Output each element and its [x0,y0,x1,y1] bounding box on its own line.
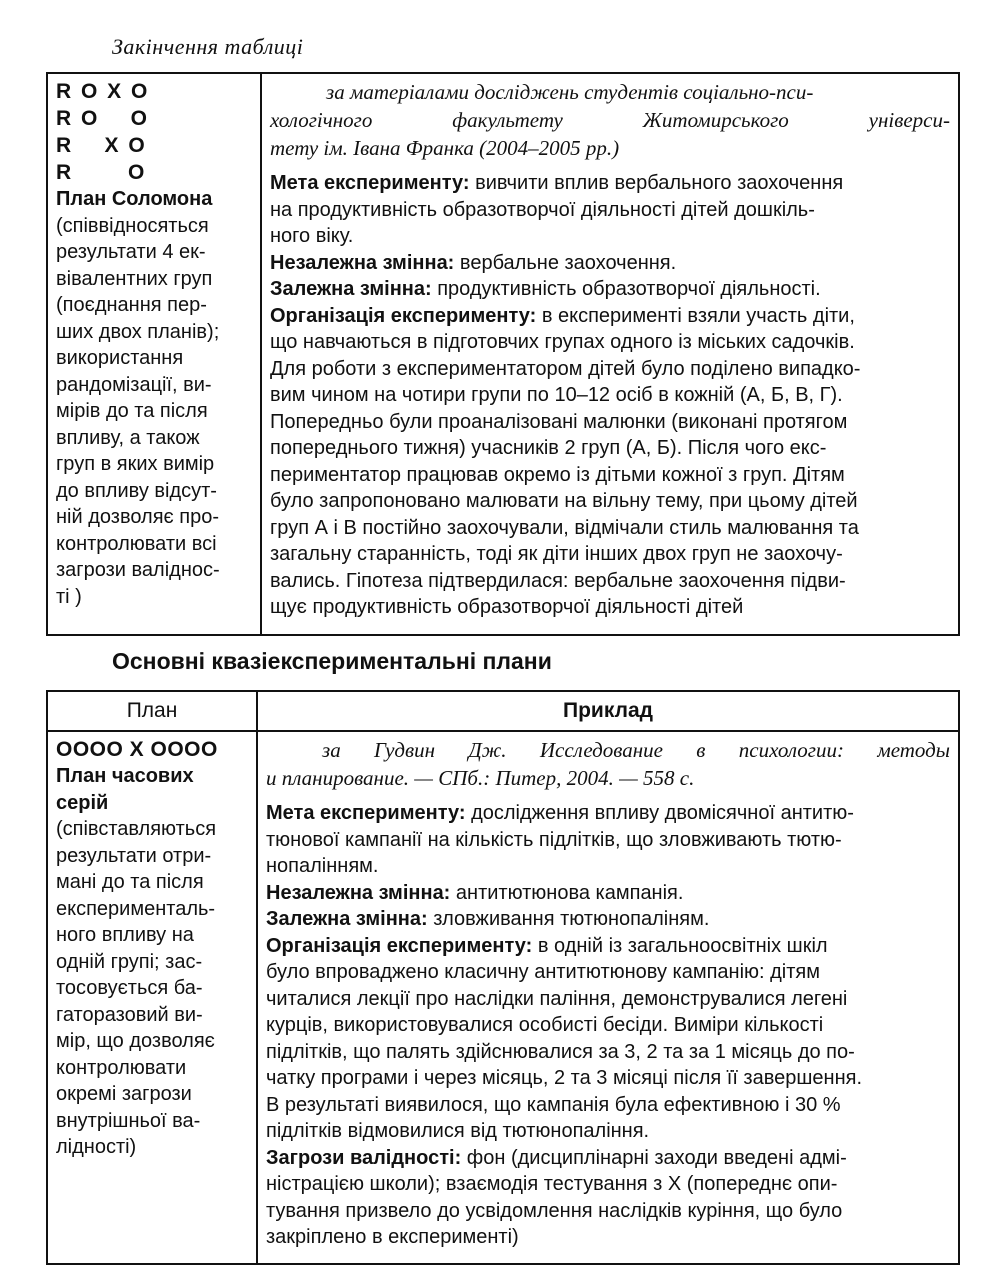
header-plan: План [48,692,258,732]
dependent-text: зловживання тютюнопаліням. [427,908,710,930]
validity-threats-text: фон (дисциплінарні заходи введені адмі- [461,1146,847,1169]
text-line: що навчаються в підготовчих групах одного із міських садочків. [270,331,855,353]
page-caption: Закінчення таблиці [112,34,304,59]
independent-variable-row [266,880,950,907]
source-line: за Гудвин Дж. Исследование в психологии: методы [322,738,950,762]
organization-label: Організація експерименту: [266,934,533,957]
source-line: хологічного факультету Житомирського універси- [270,108,950,132]
text-line: закріплено в експерименті) [266,1226,519,1248]
goal-row [270,170,950,197]
plan-cell [48,732,258,1263]
organization-text-block [270,329,950,621]
text-line: ністрацією школи); взаємодія тестування з X (попереднє опи- [266,1173,838,1195]
text-line: впливу, а також [56,426,200,449]
text-line: окремі загрози [56,1083,192,1105]
text-line: ті ) [56,585,82,608]
text-line: курців, використовувалися особисті бесіди. Виміри кількості [266,1014,824,1036]
design-line: R O O [56,107,150,130]
goal-text: вивчити вплив вербального заохочення [469,172,844,194]
text-line: ших двох планів); [56,320,220,343]
example-cell [262,74,958,634]
text-line: лідності) [56,1136,137,1158]
text-line: груп в яких вимір [56,453,215,475]
organization-text-block [266,959,950,1145]
text-line: периментатор працював окремо із дітьми кожної з груп. Дітям [270,463,845,486]
plan-name: План Соломона [56,188,213,210]
text-line: вим чином на чотири групи по 10–12 осіб в кожній (А, Б, В, Г). [270,384,843,406]
validity-threats-block [266,1171,950,1251]
text-line: вались. Гіпотеза підтвердилася: вербальне заохочення підви- [270,569,846,592]
plan-cell [48,74,262,634]
text-line: рандомізації, ви- [56,373,212,396]
header-example: Приклад [258,692,958,732]
text-line: В результаті виявилося, що кампанія була ефективною і 30 % [266,1093,841,1116]
organization-label: Організація експерименту: [270,304,537,327]
goal-text: нопалінням. [266,855,379,877]
design-line: R O X O [56,80,150,103]
source-line: тету ім. Івана Франка (2004–2005 рр.) [270,136,620,160]
independent-text: вербальне заохочення. [454,251,677,274]
text-line: було запропоновано малювати на вільну тему, при цьому дітей [270,490,858,512]
plan-description [56,213,252,611]
text-line: гаторазовий ви- [56,1003,203,1026]
dependent-variable-row [266,906,950,933]
text-line: мані до та після [56,871,204,893]
text-line: ній дозволяє про- [56,506,220,528]
text-line: Для роботи з експериментатором дітей було поділено випадко- [270,357,861,380]
text-line: використання [56,347,184,369]
text-line: читалися лекції про наслідки паління, демонструвалися легені [266,987,848,1010]
text-line: одній групі; зас- [56,950,203,973]
text-line: підлітків відмовилися від тютюнопаління. [266,1120,650,1142]
text-line: груп А і В постійно заохочували, відмічали стиль малювання та [270,516,859,539]
text-line: попереднього тижня) учасників 2 груп (А, Б). Після чого екс- [270,437,827,459]
design-line: OOOO X OOOO [56,738,218,761]
plan-name: серій [56,791,109,814]
section-title: Основні квазіекспериментальні плани [112,648,552,674]
independent-label: Незалежна змінна: [270,251,455,274]
goal-label: Мета експерименту: [266,802,466,824]
dependent-variable-row [270,276,950,303]
text-line: підлітків, що палять здійснювалися за 3, 2 та за 1 місяць до по- [266,1040,855,1063]
text-line: вівалентних груп [56,267,213,290]
text-line: Попередньо були проаналізовані малюнки (виконані протягом [270,410,848,433]
text-line: контролювати всі [56,532,217,555]
validity-threats-label: Загрози валідності: [266,1146,462,1169]
independent-variable-row [270,250,950,277]
text-line: було впроваджено класичну антитютюнову кампанію: дітям [266,961,820,983]
independent-label: Незалежна змінна: [266,881,451,904]
goal-label: Мета експерименту: [270,172,470,194]
example-cell [258,732,958,1263]
plan-name: План часових [56,765,194,787]
text-line: мірів до та після [56,400,208,422]
validity-threats-row [266,1145,950,1172]
design-line: R O [56,161,147,184]
text-line: (співвідносяться [56,214,209,237]
text-line: загрози валіднос- [56,559,220,581]
text-line: результати 4 ек- [56,241,206,263]
dependent-text: продуктивність образотворчої діяльності. [431,278,821,300]
text-line: тування призвело до усвідомлення наслідків куріння, що було [266,1199,843,1222]
organization-row [266,933,950,960]
organization-row [270,303,950,330]
text-line: до впливу відсут- [56,479,217,502]
text-line: (співставляються [56,818,217,840]
independent-text: антитютюнова кампанія. [450,881,684,904]
time-series-plan-table [46,690,960,1265]
organization-text: в експерименті взяли участь діти, [536,304,855,327]
solomon-plan-table [46,72,960,636]
text-line: тосовується ба- [56,977,203,999]
goal-text: на продуктивність образотворчої діяльності дітей дошкіль- [270,198,815,221]
text-line: чатку програми і через місяць, 2 та 3 місяці після її завершення. [266,1067,863,1089]
text-line: загальну старанність, тоді як діти інших двох груп не заохочу- [270,543,843,565]
goal-text: ного віку. [270,225,354,247]
design-line: R X O [56,134,147,157]
text-line: експерименталь- [56,897,216,920]
goal-text: дослідження впливу двомісячної антитю- [465,802,854,824]
text-line: щує продуктивність образотворчої діяльності дітей [270,596,744,618]
dependent-label: Залежна змінна: [270,278,432,300]
goal-row [266,800,950,827]
source-line: и планирование. — СПб.: Питер, 2004. — 558 с. [266,766,695,790]
goal-text: тюнової кампанії на кількість підлітків, що зловживають тютю- [266,828,842,851]
dependent-label: Залежна змінна: [266,908,428,930]
text-line: мір, що дозволяє [56,1030,215,1052]
text-line: контролювати [56,1056,187,1079]
source-line: за матеріалами досліджень студентів соціально-пси- [326,80,814,104]
text-line: ного впливу на [56,924,194,946]
text-line: внутрішньої ва- [56,1109,201,1132]
plan-description [56,816,248,1161]
text-line: (поєднання пер- [56,294,207,316]
organization-text: в одній із загальноосвітніх шкіл [532,934,828,957]
text-line: результати отри- [56,844,212,867]
